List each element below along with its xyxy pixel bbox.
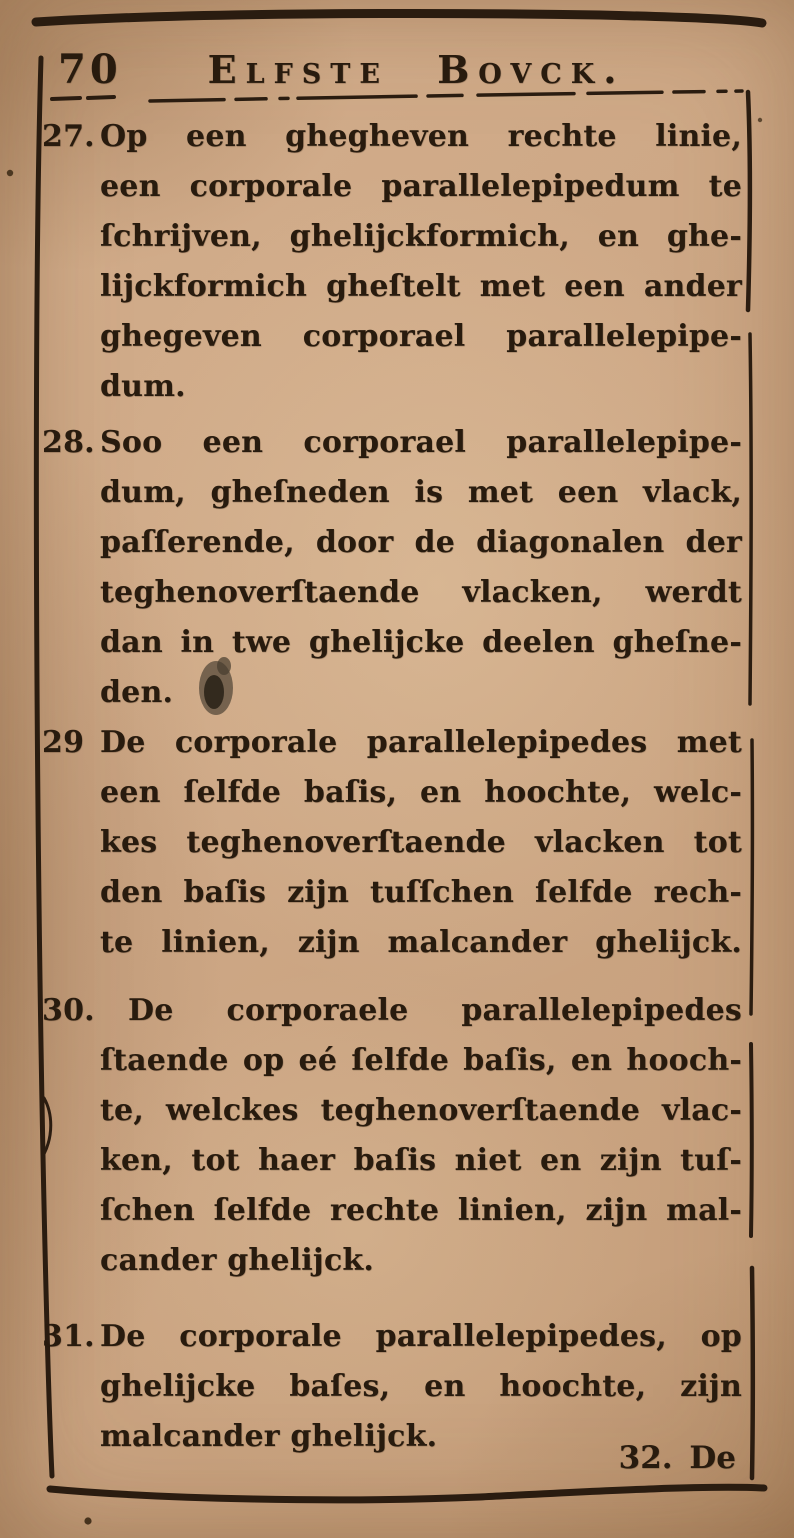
text-line: cander ghelijck. [100, 1243, 375, 1278]
text-line: een corporale parallelepipedum te [100, 169, 742, 204]
text-line: ſchen ſelfde rechte linien, zijn mal- [100, 1193, 742, 1228]
text-line: ken, tot haer baſis niet en zijn tuſ- [100, 1143, 742, 1178]
text-line: te, welckes teghenoverſtaende vlac- [100, 1093, 742, 1128]
text-line: een ſelfde baſis, en hoochte, welc- [100, 775, 742, 810]
right-border [750, 334, 751, 704]
text-line: kes teghenoverſtaende vlacken tot [100, 825, 742, 860]
definition-item-27 [42, 112, 742, 412]
bottom-rule [50, 1487, 764, 1500]
text-line: den. [100, 675, 174, 710]
item-number: 30. [42, 993, 95, 1028]
text-line: dan in twe ghelijcke deelen gheſne- [100, 625, 742, 660]
text-line: De corporaele parallelepipedes [128, 993, 742, 1028]
text-line: malcander ghelijck. [100, 1419, 438, 1454]
definition-item-28 [42, 418, 742, 718]
text-line: De corporale parallelepipedes, op [100, 1319, 742, 1354]
text-line: ſtaende op eé ſelfde baſis, en hooch- [100, 1043, 742, 1078]
text-line: De corporale parallelepipedes met [100, 725, 742, 760]
page-header [58, 46, 740, 102]
text-line: lijckformich gheſtelt met een ander [100, 269, 742, 304]
text-line: den baſis zijn tuſſchen ſelfde rech- [100, 875, 742, 910]
definition-item-29 [42, 718, 742, 968]
text-line: Op een ghegheven rechte linie, [100, 119, 742, 154]
top-rule [36, 13, 762, 23]
right-border [751, 1044, 752, 1236]
item-number: 28. [42, 425, 95, 460]
definition-item-30 [42, 986, 742, 1286]
right-border [748, 92, 750, 310]
right-border [751, 740, 752, 1014]
text-line: dum. [100, 369, 186, 404]
running-title: Elfste Bovck. [207, 47, 626, 92]
text-line: teghenoverſtaende vlacken, werdt [100, 575, 742, 610]
text-line: dum, gheſneden is met een vlack, [100, 475, 742, 510]
text-line: ghegeven corporael parallelepipe- [100, 319, 742, 354]
page-number: 70 [58, 46, 122, 93]
text-line: ghelijcke baſes, en hoochte, zijn [100, 1369, 742, 1404]
text-line: te linien, zijn malcander ghelijck. [100, 925, 742, 960]
text-line: Soo een corporael parallelepipe- [100, 425, 742, 460]
item-number: 27. [42, 119, 95, 154]
item-number: 29 [42, 725, 85, 760]
page-body [42, 112, 742, 1462]
right-border [752, 1268, 753, 1478]
item-number: 31. [42, 1319, 95, 1354]
text-line: paſſerende, door de diagonalen der [100, 525, 742, 560]
catchword: 32. De [618, 1440, 736, 1476]
text-line: ſchrijven, ghelijckformich, en ghe- [100, 219, 742, 254]
